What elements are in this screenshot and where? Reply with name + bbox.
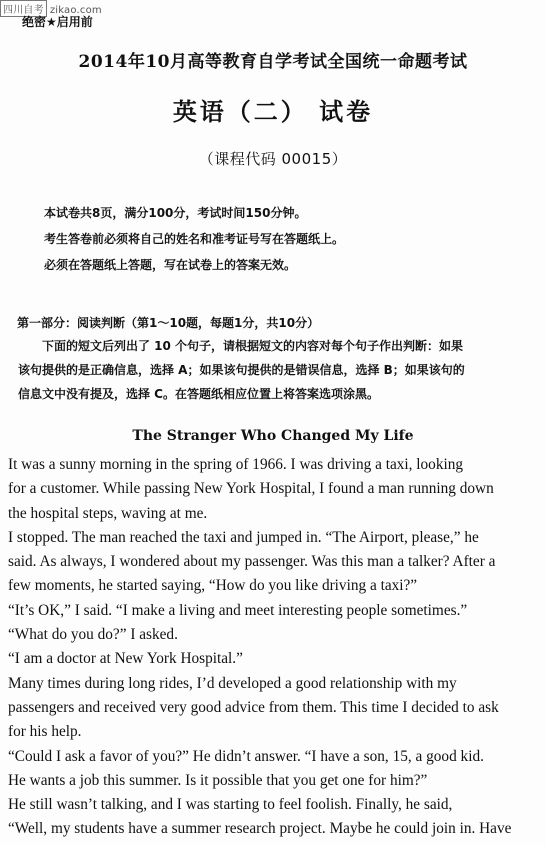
instruction-line: 本试卷共8页，满分100分，考试时间150分钟。 — [44, 206, 307, 220]
course-code: （课程代码 00015） — [198, 150, 348, 168]
description-line: 下面的短文后列出了 10 个句子，请根据短文的内容对每个句子作出判断：如果 — [18, 339, 464, 353]
passage-line: passengers and received very good advice from them. This time I decided to ask — [8, 698, 499, 716]
passage-line: Many times during long rides, I’d developed a good relationship with my — [8, 674, 457, 692]
part-one-heading: 第一部分：阅读判断（第1～10题，每题1分，共10分） — [17, 316, 320, 330]
passage-line: for his help. — [8, 723, 82, 741]
part-one-description — [18, 334, 538, 406]
passage-line: for a customer. While passing New York Hospital, I found a man running down — [8, 480, 494, 498]
passage-line: “I am a doctor at New York Hospital.” — [8, 650, 243, 668]
passage-line: “Could I ask a favor of you?” He didn’t answer. “I have a son, 15, a good kid. — [8, 747, 484, 765]
passage-line: said. As always, I wondered about my passenger. Was this man a talker? After a — [8, 553, 496, 571]
passage-line: the hospital steps, waving at me. — [8, 504, 208, 522]
secret-mark: 绝密★启用前 — [22, 15, 93, 29]
passage-line: “Well, my students have a summer research project. Maybe he could join in. Have — [8, 820, 512, 838]
passage-line: “What do you do?” I asked. — [8, 626, 178, 644]
instruction-line: 必须在答题纸上答题，写在试卷上的答案无效。 — [44, 258, 297, 272]
exam-title: 2014年10月高等教育自学考试全国统一命题考试 — [78, 52, 468, 72]
passage-line: “It’s OK,” I said. “I make a living and meet interesting people sometimes.” — [8, 601, 468, 619]
exam-instructions — [44, 200, 344, 278]
passage-line: few moments, he started saying, “How do you like driving a taxi?” — [8, 577, 418, 595]
passage-line: I stopped. The man reached the taxi and jumped in. “The Airport, please,” he — [8, 528, 479, 546]
passage-line: He still wasn’t talking, and I was starting to feel foolish. Finally, he said, — [8, 796, 453, 814]
instruction-line: 考生答卷前必须将自己的姓名和准考证号写在答题纸上。 — [44, 232, 345, 246]
passage-line: It was a sunny morning in the spring of 1966. I was driving a taxi, looking — [8, 456, 464, 473]
watermark-site: zikao.com — [49, 5, 102, 16]
subject-title: 英语（二） 试卷 — [172, 98, 374, 126]
passage-title: The Stranger Who Changed My Life — [132, 428, 414, 444]
passage-body — [8, 453, 542, 842]
description-line: 信息文中没有提及，选择 C。在答题纸相应位置上将答案选项涂黑。 — [18, 387, 379, 401]
description-line: 该句提供的是正确信息，选择 A；如果该句提供的是错误信息，选择 B；如果该句的 — [18, 363, 465, 377]
passage-line: He wants a job this summer. Is it possible that you get one for him?” — [8, 771, 428, 789]
watermark-box: 四川自考 — [0, 0, 47, 17]
